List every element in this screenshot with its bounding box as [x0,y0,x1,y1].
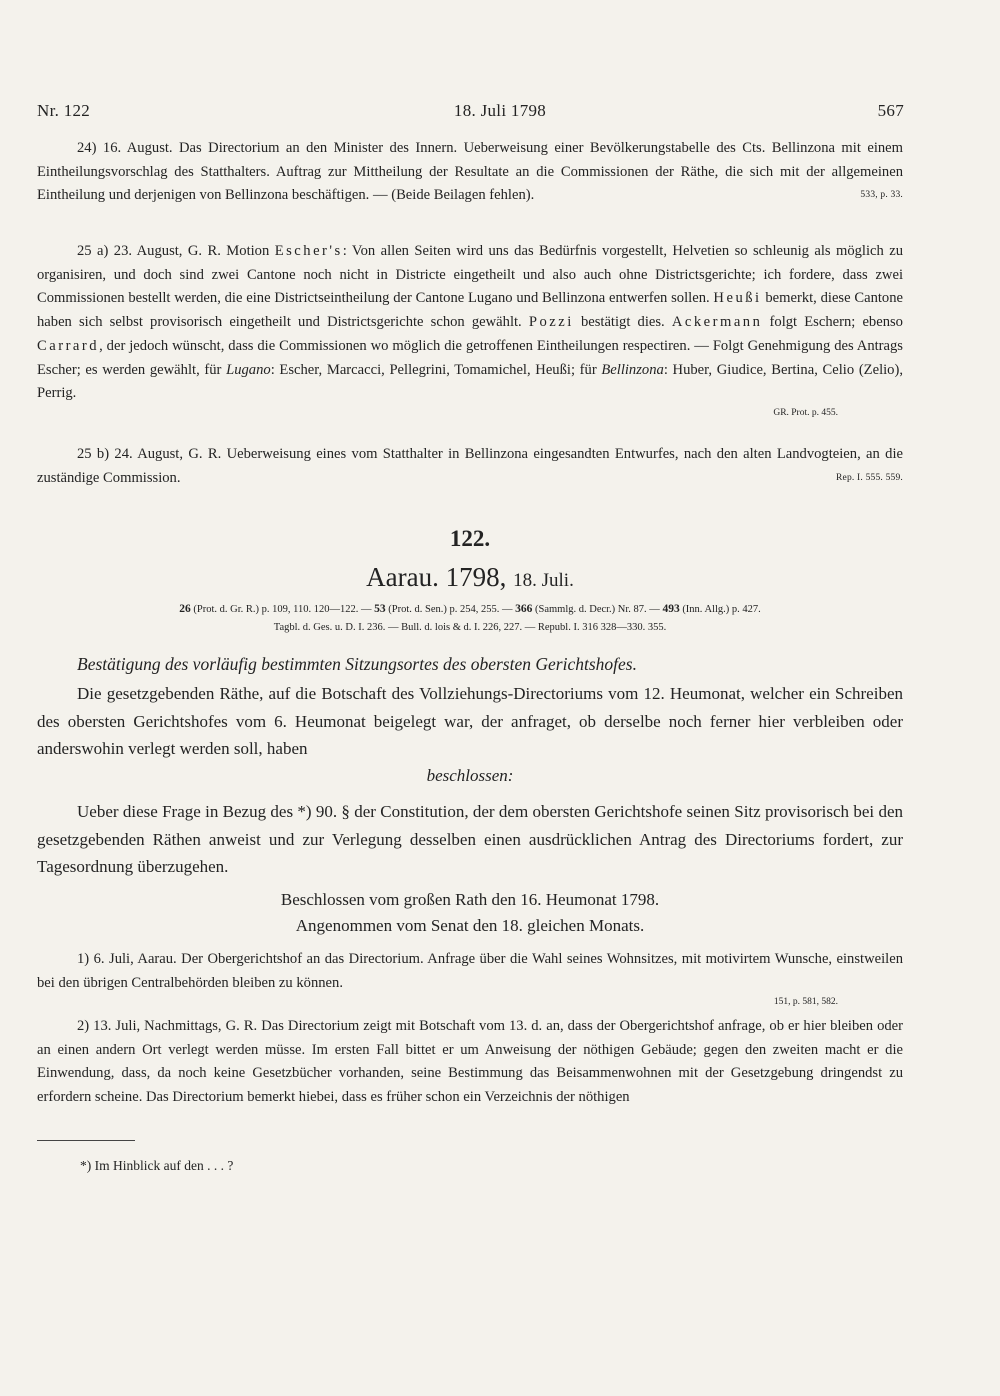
source-ref-number: 53 [374,603,386,615]
person-ackermann: Ackermann [671,314,763,331]
entry-1-ref: 151, p. 581, 582. [773,997,838,1008]
footnote: *) Im Hinblick auf den . . . ? [80,1158,234,1173]
entry-25a-text-4: bestätigt dies. [573,314,672,331]
entry-25a-text-2: : Von allen Seiten wird uns das Bedürfnis vorgestellt, Helvetien so schleunig als möglich zu organisiren, und doch sind zwei Cantone noch nicht in Districte eingetheilt und also auch ohne Districtsgerichte; ich fordere, dass zwei Commissionen bestellt werden, die eine Districtseintheilung der Cantone Lugano und Bellinzona entwerfen sollen. [37,243,904,307]
entry-25a-text-5: folgt Eschern; ebenso [762,314,903,331]
source-ref-text: (Prot. d. Sen.) p. 254, 255. — [385,604,516,615]
running-header-date: 18. Juli 1798 [453,101,547,120]
preamble [37,680,903,763]
entry-25a-text-8: : Huber, Giudice, Bertina, Celio (Zelio), Perrig. [37,361,903,402]
decision [37,798,903,881]
resolved-heading: beschlossen: [426,766,514,785]
document-place-date [37,562,903,593]
source-references [37,600,903,637]
entry-25b-ref: Rep. I. 555. 559. [836,472,903,483]
person-escher: Escher's [274,243,343,259]
document-place: Aarau. [366,562,439,592]
entry-1 [37,948,903,1009]
decision-text: Ueber diese Frage in Bezug des *) 90. § der Constitution, der dem obersten Gerichtshofe seinen Sitz provisorisch bei den gesetzgebenden Räthen anweist und zur Verlegung desselben einen ausdrücklichen Antrag des Directoriums fordert, zur Tagesordnung überzugehen. [37,802,903,876]
preamble-text: Die gesetzgebenden Räthe, auf die Botschaft des Vollziehungs-Directoriums vom 12. Heumonat, welcher ein Schreiben des obersten Gerichtshofes vom 6. Heumonat beigelegt war, der anfraget, ob derselbe noch ferner hier verbleiben oder anderswohin verlegt werden soll, haben [37,684,903,758]
source-ref-text: (Prot. d. Gr. R.) p. 109, 110. 120—122. — [190,604,375,615]
document-year: 1798, [445,562,507,592]
entry-25b [37,443,903,490]
entry-2 [37,1015,903,1110]
footnote-rule [37,1140,135,1141]
entry-24-text: 24) 16. August. Das Directorium an den Minister des Innern. Ueberweisung einer Bevölkerungstabelle des Cts. Bellinzona mit einem Eintheilungsvorschlag des Statthalters. Auftrag zur Mittheilung der Resultate an die Commissionen der Räthe, die sich mit der allgemeinen Eintheilung und derjenigen von Bellinzona beschäftigen. — (Beide Beilagen fehlen). [37,140,903,204]
running-header-number: Nr. 122 [37,101,91,120]
source-ref-text: (Sammlg. d. Decr.) Nr. 87. — [532,604,663,615]
source-references-line-2: Tagbl. d. Ges. u. D. I. 236. — Bull. d. lois & d. I. 226, 227. — Republ. I. 316 328—330. 355. [273,622,667,633]
page-number: 567 [877,101,904,120]
document-number: 122. [449,526,491,551]
source-ref-number: 26 [179,603,191,615]
document-subtitle-text: Bestätigung des vorläufig bestimmten Sitzungsortes des obersten Gerichtshofes. [77,654,637,674]
document-date: 18. Juli. [513,570,574,591]
document-subtitle [37,651,903,677]
entry-2-text: 2) 13. Juli, Nachmittags, G. R. Das Directorium zeigt mit Botschaft vom 13. d. an, dass der Obergerichtshof anfrage, ob er hier bleiben oder an einen andern Ort verlegt werden müsse. Im ersten Fall bittet er um Anweisung der nöthigen Gebäude; gegen den zweiten macht er die Einwendung, dass, da noch keine Gesetzbücher vorhanden, seine Bestimmung das Beisammenwohnen mit der Gesetzgebung dringendst zu erfordern scheine. Das Directorium bemerkt hiebei, dass es früher schon ein Verzeichnis der nöthigen [37,1018,903,1106]
source-references-line-1 [37,600,903,619]
entry-25a-text-7: : Escher, Marcacci, Pellegrini, Tomamichel, Heußi; für [270,361,602,378]
source-ref-text: (Inn. Allg.) p. 427. [679,604,761,615]
entry-25a-ref: GR. Prot. p. 455. [773,407,838,418]
entry-25a-text-6: , der jedoch wünscht, dass die Commissionen wo möglich die getroffenen Eintheilungen respectiren. — Folgt Genehmigung des Antrags Escher; es werden gewählt, für [37,337,903,378]
canton-lugano: Lugano [226,361,271,378]
source-ref-number: 366 [515,603,533,615]
entry-1-text: 1) 6. Juli, Aarau. Der Obergerichtshof an das Directorium. Anfrage über die Wahl seines Wohnsitzes, mit motivirtem Wunsche, einstweilen bei den übrigen Centralbehörden bleiben zu können. [37,951,903,991]
closing-great-council: Beschlossen vom großen Rath den 16. Heumonat 1798. [280,890,660,909]
person-carrard: Carrard [37,337,100,354]
entry-25a-text-3: bemerkt, diese Cantone haben sich selbst provisorisch eingetheilt und Districtsgerichte schon gewählt. [37,290,903,331]
person-pozzi: Pozzi [528,314,574,331]
canton-bellinzona: Bellinzona [601,361,664,378]
entry-24 [37,137,903,208]
person-heussi: Heußi [713,290,762,307]
entry-25a-text-1: 25 a) 23. August, G. R. Motion [77,243,275,259]
source-ref-number: 493 [662,603,680,615]
entry-25a [37,240,903,420]
entry-24-ref: 533, p. 33. [860,190,903,201]
entry-25b-text: 25 b) 24. August, G. R. Ueberweisung eines vom Statthalter in Bellinzona eingesandten Entwurfes, nach den alten Landvogteien, an die zuständige Commission. [37,446,903,486]
closing-senate: Angenommen vom Senat den 18. gleichen Monats. [295,916,645,935]
